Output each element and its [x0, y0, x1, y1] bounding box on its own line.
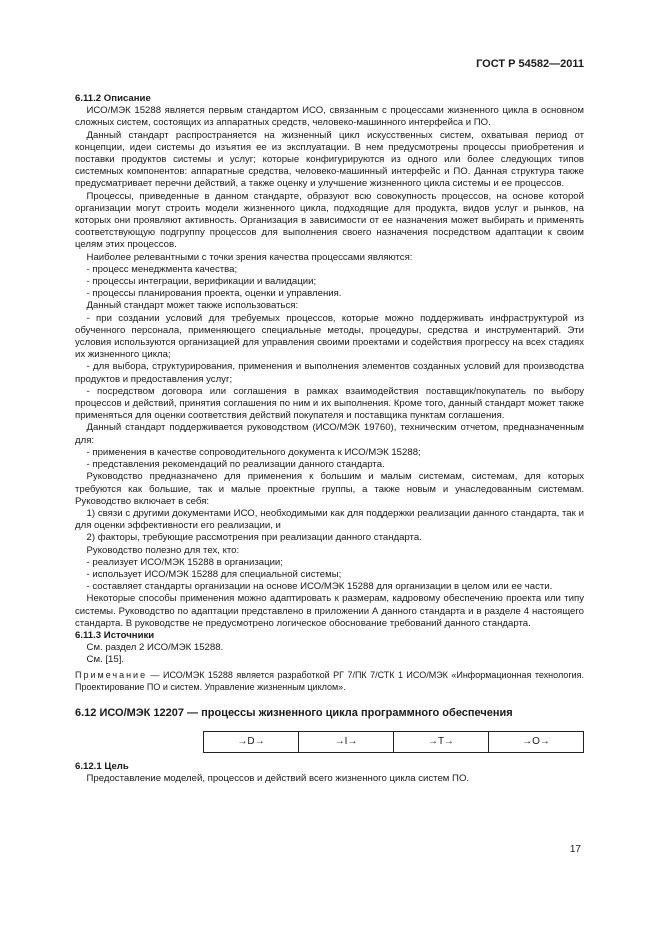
list-item: - представления рекомендаций по реализации данного стандарта. — [86, 459, 385, 471]
note-label: Примечание — [75, 669, 148, 680]
stage-cell-t: →T→ — [394, 731, 489, 752]
stage-cell-i: →I→ — [299, 731, 394, 752]
standard-header: ГОСТ Р 54582—2011 — [476, 58, 584, 70]
numbered-item: 2) факторы, требующие рассмотрения при реализации данного стандарта. — [86, 532, 422, 544]
list-item: - применения в качестве сопроводительного документа к ИСО/МЭК 15288; — [86, 446, 421, 458]
paragraph: Руководство предназначено для применения к большим и малым системам, системам, для которых требуются как большие, так и малые проектные группы, а также новым и унаследованным системам. Руководство включает в себя: — [75, 471, 584, 507]
list-item: - реализует ИСО/МЭК 15288 в организации; — [86, 556, 283, 568]
paragraph: См. раздел 2 ИСО/МЭК 15288. — [86, 642, 224, 654]
paragraph: См. [15]. — [86, 654, 125, 666]
page-number: 17 — [569, 844, 581, 855]
note — [75, 669, 584, 693]
list-item: - процесс менеджмента качества; — [86, 263, 238, 275]
list-item: - посредством договора или соглашения в рамках взаимодействия поставщик/покупатель по выбору процессов и действий, принятия соглашения по ним и их выполнения. Кроме того, данный стандарт может также применяться для оценки соответствия действий покупателя и поставщика пунктам соглашения. — [75, 385, 584, 422]
paragraph: Наиболее релевантными с точки зрения качества процессами являются: — [86, 251, 413, 263]
paragraph: ИСО/МЭК 15288 является первым стандартом ИСО, связанным с процессами жизненного цикла в основном сложных систем, состоящих из аппаратных средств, человеко-машинного интерфейса и ПО. — [75, 105, 584, 129]
document-body — [75, 93, 584, 785]
paragraph: Данный стандарт поддерживается руководством (ИСО/МЭК 19760), техническим отчетом, предназначенным для: — [75, 422, 584, 446]
paragraph: Данный стандарт может также использоваться: — [86, 300, 299, 312]
note-text: — ИСО/МЭК 15288 является разработкой РГ 7/ПК 7/СТК 1 ИСО/МЭК «Информационная технология. Проектирование ПО и систем. Управление жизненным циклом». — [75, 669, 584, 692]
numbered-item: 1) связи с другими документами ИСО, необходимыми как для поддержки реализации данного стандарта, так и для оценки эффективности его реализации, и — [75, 507, 584, 532]
section-6-11-3-heading: 6.11.3 Источники — [75, 629, 155, 641]
list-item: - процессы планирования проекта, оценки и управления. — [86, 288, 342, 300]
paragraph: Данный стандарт распространяется на жизненный цикл искусственных систем, охватывая период от концепции, идеи системы до изъятия ее из эксплуатации. В нем предусмотрены процессы приобретения и поставки продуктов системы и услуг; которые конфигурируются из одного или более следующих типов системных компонентов: аппаратные средства, человеко-машинный интерфейс и ПО. Данная структура также предусматривает перечни действий, а также оценку и улучшение жизненного цикла системы и ее процессов. — [75, 129, 584, 190]
list-item: - для выбора, структурирования, применения и выполнения элементов созданных условий для производства продуктов и предоставления услуг; — [75, 361, 584, 385]
section-6-12-1-heading: 6.12.1 Цель — [75, 760, 129, 772]
list-item: - процессы интеграции, верификации и валидации; — [86, 276, 317, 288]
list-item: - составляет стандарты организации на основе ИСО/МЭК 15288 для организации в целом или ее части. — [86, 581, 553, 593]
paragraph: Предоставление моделей, процессов и действий всего жизненного цикла систем ПО. — [86, 772, 470, 784]
stage-cell-o: →O→ — [489, 731, 584, 752]
section-6-12-heading: 6.12 ИСО/МЭК 12207 — процессы жизненного цикла программного обеспечения — [75, 706, 513, 719]
stage-cell-d: →D→ — [204, 731, 299, 752]
list-item: - при создании условий для требуемых процессов, которые можно поддерживать инфраструктурой из обученного персонала, применяющего специальные методы, процедуры, средства и инструментарий. Эти условия используются организацией для управления своими проектами и содействия прогрессу на всех стадиях их жизненного цикла; — [75, 312, 584, 361]
lifecycle-stage-table — [203, 731, 584, 753]
paragraph: Процессы, приведенные в данном стандарте, образуют всю совокупность процессов, на основе которой организации могут строить модели жизненного цикла, подходящие для продукта, видов услуг и рынков, на которых они проявляют активность. Организация в зависимости от ее назначения может выбирать и применять соответствующую подгруппу процессов для выполнения своего назначения посредством адаптации к своим целям этих процессов. — [75, 190, 584, 251]
paragraph: Некоторые способы применения можно адаптировать к размерам, кадровому обеспечению проекта или типу системы. Руководство по адаптации представлено в приложении А данного стандарта и в разделе 4 настоящего стандарта. В руководстве не предусмотрено логическое обоснование требований данного стандарта. — [75, 593, 584, 629]
paragraph: Руководство полезно для тех, кто: — [86, 544, 240, 556]
list-item: - использует ИСО/МЭК 15288 для специальной системы; — [86, 568, 342, 580]
section-6-11-2-heading: 6.11.2 Описание — [75, 93, 151, 104]
